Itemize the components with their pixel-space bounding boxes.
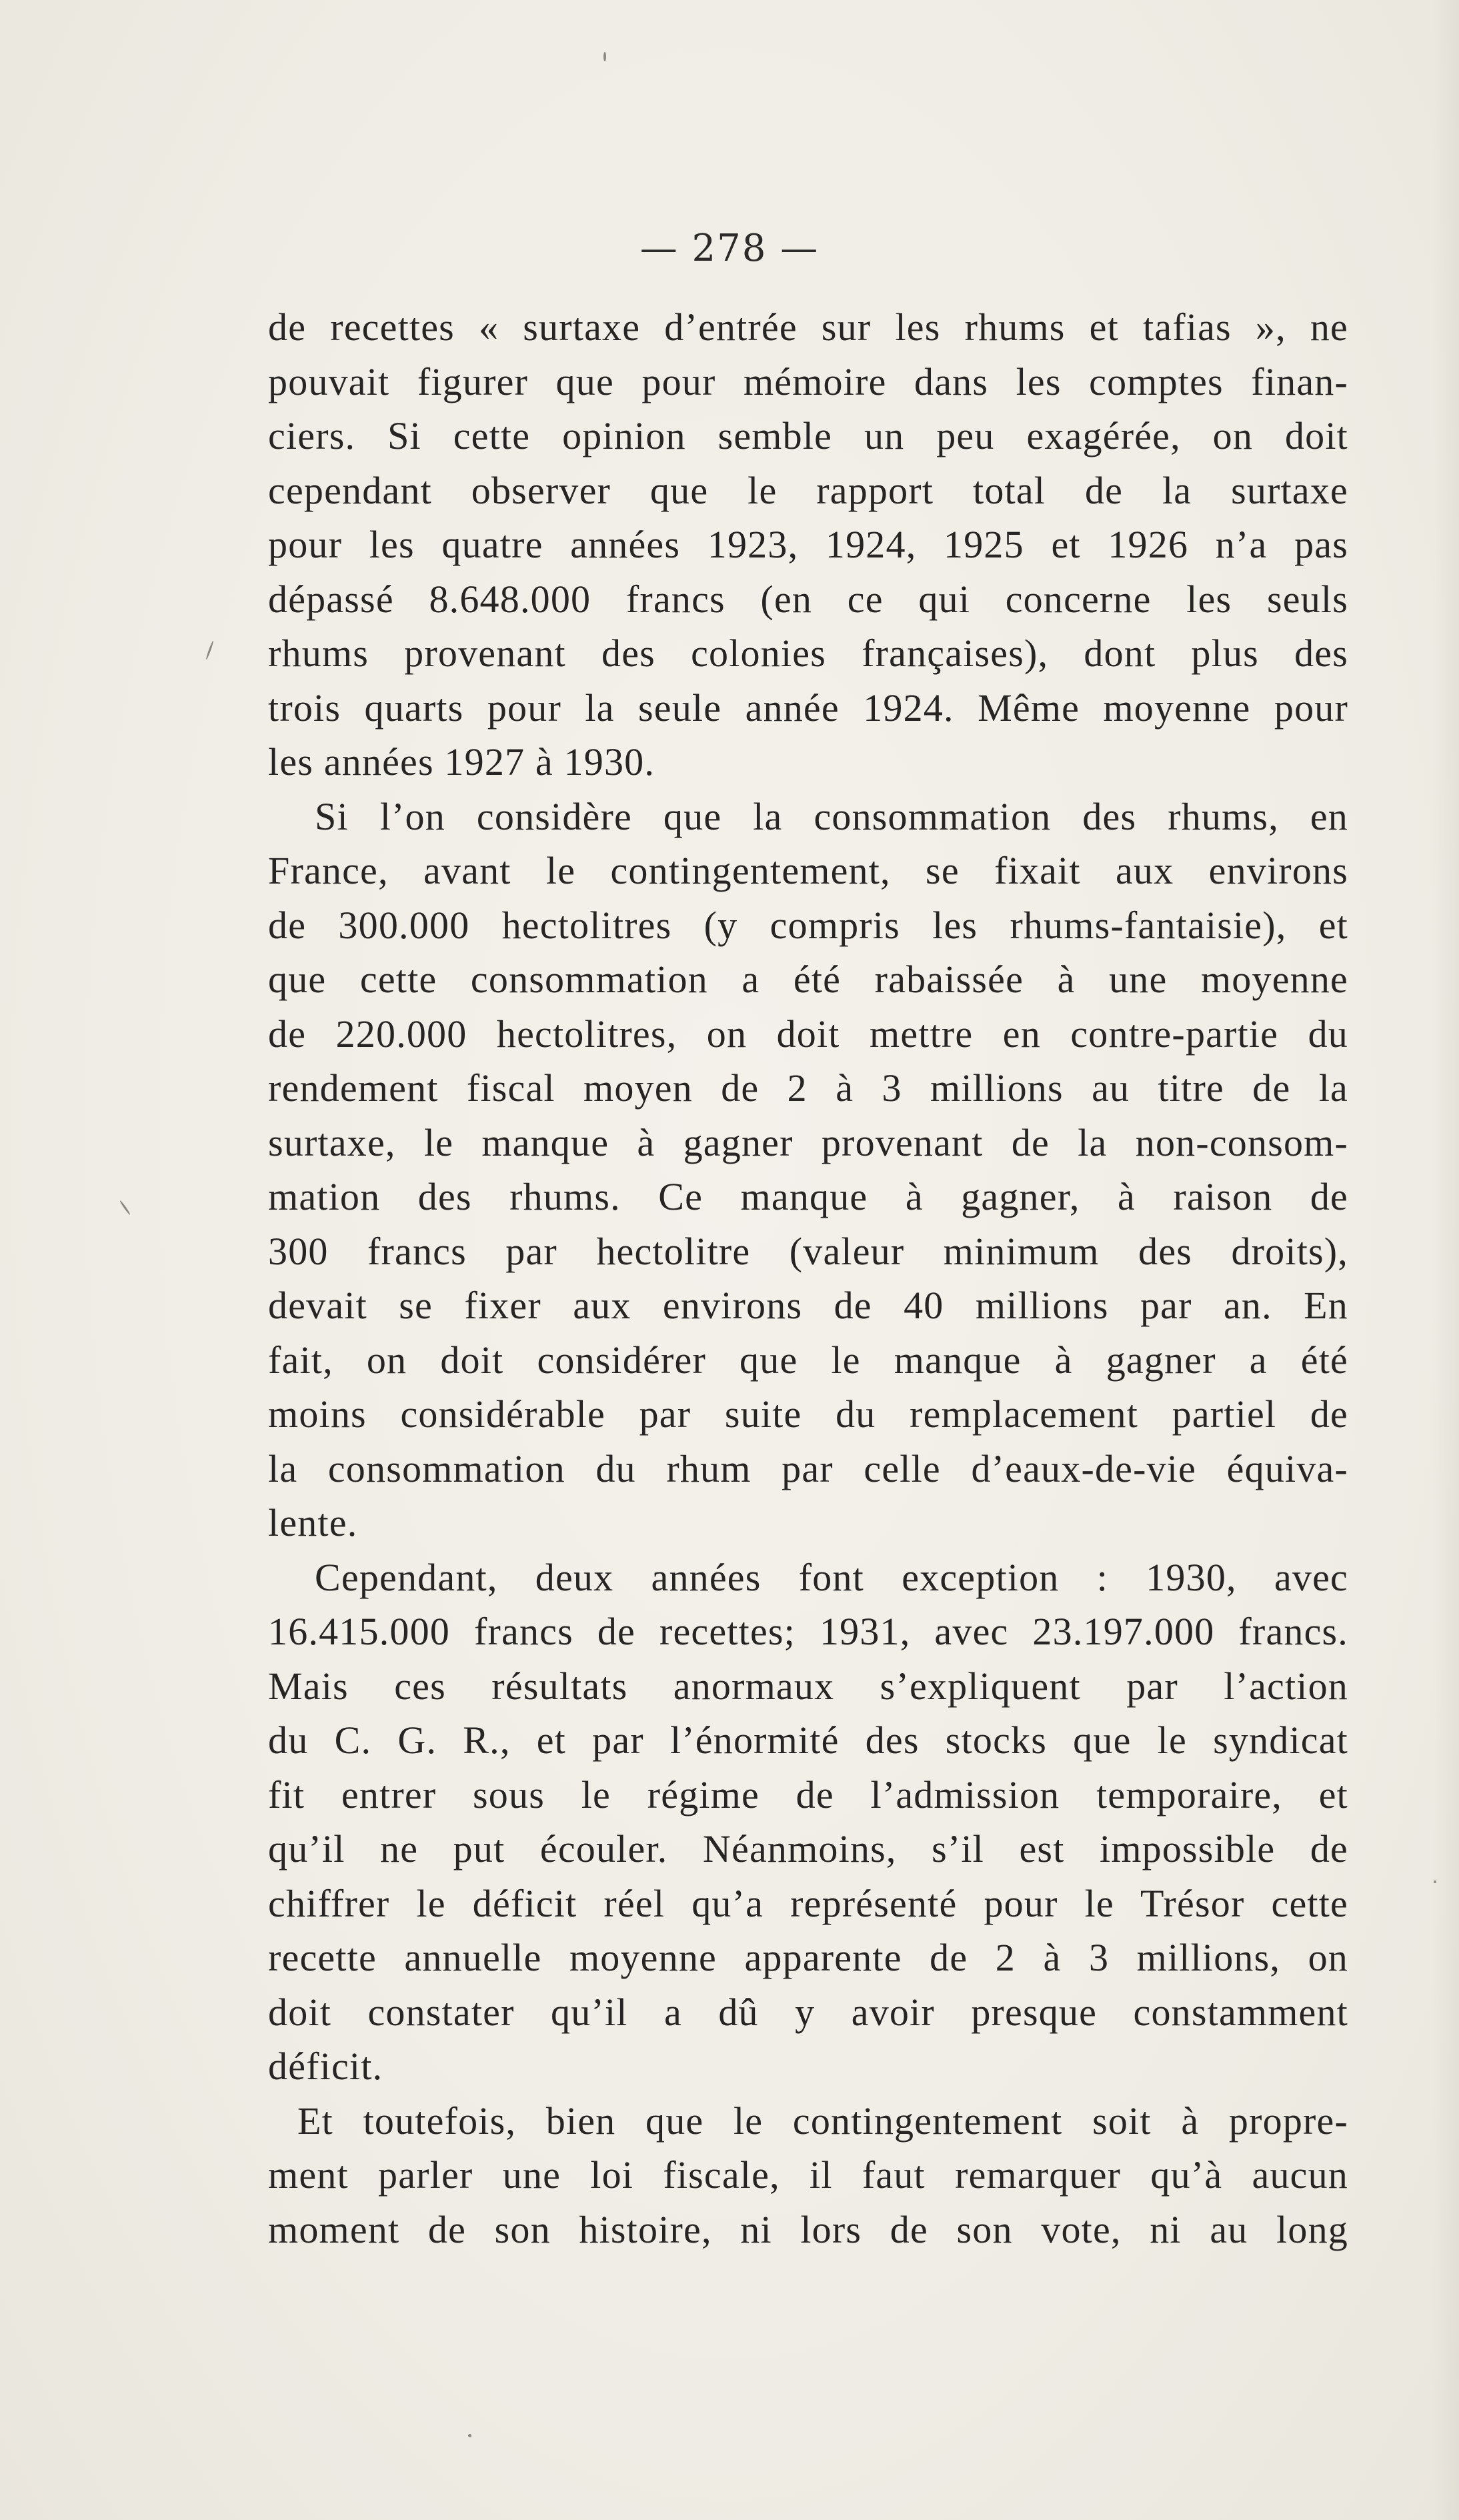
text-line: 16.415.000 francs de recettes; 1931, avec 23.197.000 francs. <box>268 1610 1348 1653</box>
text-line: recette annuelle moyenne apparente de 2 à 3 millions, on <box>268 1936 1348 1979</box>
text-line: surtaxe, le manque à gagner provenant de la non-consom- <box>268 1120 1348 1164</box>
page-number: — 278 — <box>639 227 820 270</box>
text-line: rendement fiscal moyen de 2 à 3 millions au titre de la <box>268 1066 1348 1110</box>
text-line: fait, on doit considérer que le manque à gagner a été <box>268 1338 1348 1382</box>
text-line: France, avant le contingentement, se fixait aux environs <box>268 849 1348 892</box>
speck-mark <box>119 1200 131 1215</box>
text-line: ciers. Si cette opinion semble un peu exagérée, on doit <box>268 414 1348 457</box>
text-line: Mais ces résultats anormaux s’expliquent par l’action <box>268 1664 1348 1708</box>
text-line: de 220.000 hectolitres, on doit mettre en contre-partie du <box>268 1012 1348 1056</box>
page-edge-shadow <box>1432 0 1459 2520</box>
body-text <box>268 300 1348 2257</box>
text-line: devait se fixer aux environs de 40 millions par an. En <box>268 1284 1348 1327</box>
text-line: moment de son histoire, ni lors de son vote, ni au long <box>268 2207 1348 2251</box>
text-line: doit constater qu’il a dû y avoir presque constamment <box>268 1990 1348 2034</box>
speck-mark <box>1434 1880 1436 1883</box>
text-line: mation des rhums. Ce manque à gagner, à raison de <box>268 1175 1348 1218</box>
text-line: la consommation du rhum par celle d’eaux-de-vie équiva- <box>268 1446 1348 1490</box>
text-line: chiffrer le déficit réel qu’a représenté pour le Trésor cette <box>268 1881 1348 1925</box>
text-line: du C. G. R., et par l’énormité des stocks que le syndicat <box>268 1718 1348 1762</box>
text-line: ment parler une loi fiscale, il faut remarquer qu’à aucun <box>268 2153 1348 2197</box>
text-line: de recettes « surtaxe d’entrée sur les rhums et tafias », ne <box>268 305 1348 349</box>
text-line: moins considérable par suite du remplacement partiel de <box>268 1392 1348 1436</box>
text-line: dépassé 8.648.000 francs (en ce qui concerne les seuls <box>268 577 1348 621</box>
text-line: cependant observer que le rapport total de la surtaxe <box>268 468 1348 512</box>
paragraph-start-line: Si l’on considère que la consommation des rhums, en <box>315 794 1348 838</box>
speck-mark <box>468 2434 471 2437</box>
text-line: pour les quatre années 1923, 1924, 1925 et 1926 n’a pas <box>268 523 1348 566</box>
paragraph-start-line: Cependant, deux années font exception : 1930, avec <box>315 1555 1348 1599</box>
text-line: fit entrer sous le régime de l’admission temporaire, et <box>268 1772 1348 1816</box>
speck-mark <box>603 52 606 61</box>
text-line: rhums provenant des colonies françaises), dont plus des <box>268 632 1348 675</box>
text-line: lente. <box>268 1501 358 1544</box>
speck-mark <box>205 640 214 660</box>
text-line: pouvait figurer que pour mémoire dans les comptes finan- <box>268 359 1348 403</box>
paragraph-start-line: Et toutefois, bien que le contingentement soit à propre- <box>297 2099 1348 2143</box>
text-line: que cette consommation a été rabaissée à une moyenne <box>268 958 1348 1001</box>
text-line: qu’il ne put écouler. Néanmoins, s’il est impossible de <box>268 1827 1348 1870</box>
text-line: les années 1927 à 1930. <box>268 740 655 784</box>
text-line: 300 francs par hectolitre (valeur minimum des droits), <box>268 1229 1348 1273</box>
text-line: déficit. <box>268 2045 383 2088</box>
text-line: trois quarts pour la seule année 1924. Même moyenne pour <box>268 686 1348 730</box>
text-line: de 300.000 hectolitres (y compris les rhums-fantaisie), et <box>268 903 1348 947</box>
